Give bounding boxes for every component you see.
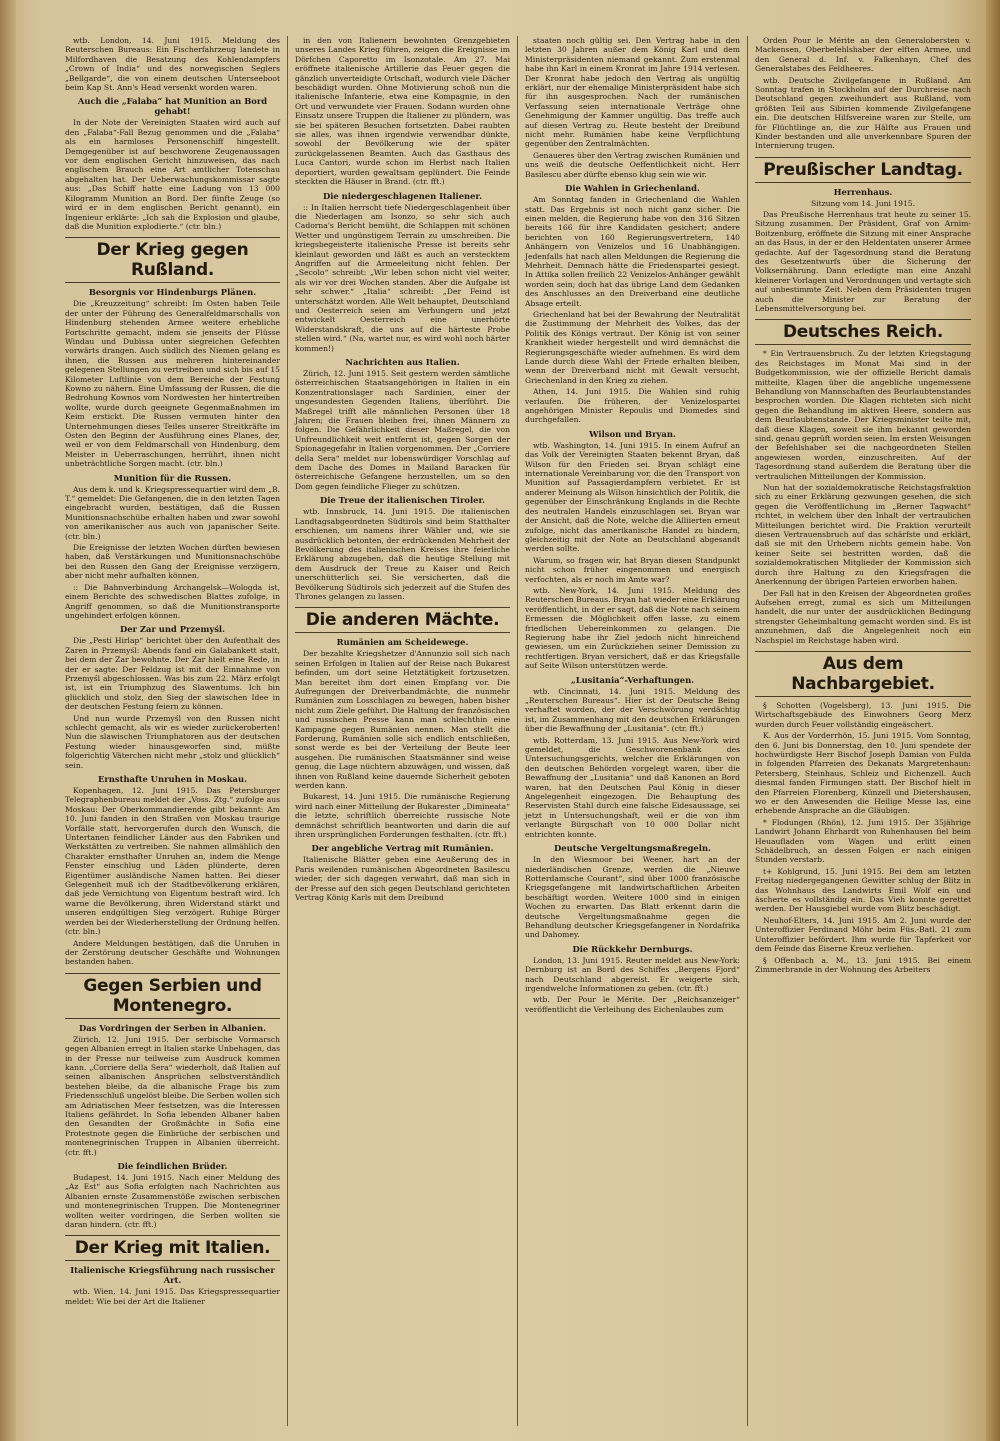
article-headline: Die Treue der italienischen Tiroler. [319,495,486,506]
article-paragraph: Zürich, 12. Juni 1915. Seit gestern werden sämtliche österreichischen Staatsangehörigen in Italien in ein Konzentrationslager nach Sardinien, einer der ungesundesten Gegenden Italiens, überführt. Die Maßregel trifft alle männlichen Personen über 18 Jahren; die Frauen bleiben frei, ihnen Männern zu folgen. Die Gefährlichkeit dieser Maßregel, die von Unfreundlichkeit weit entfernt ist, gegen Sorgen der Spionagegefahr in Italien vorgenommen. Der „Corriere della Sera“ meldet nur lobenswürdiger Vorschlag auf dem Dache des Domes in Mailand Baracken für österreichische Gefangene herzustellen, um so den Dom gegen feindliche Flieger zu schützen. [295,369,510,491]
column-2 [288,36,518,1426]
article-paragraph: Italienische Blätter geben eine Aeußerung des in Paris weilenden rumänischen Abgeordneten Basilescu wieder, der sich dagegen verwahrt, daß man sich in der Presse auf den sich gegen Deutschland gerichteten Vertrag König Karls mit dem Dreibund [295,855,510,903]
column-1 [58,36,288,1426]
article-paragraph: wtb. Cincinnati, 14. Juni 1915. Meldung des „Reuterschen Bureaus“. Hier ist der Deutsche Being verhaftet worden, der der Verschwörung verdächtig ist, im Zusammenhang mit den deutschen Erklärungen über die Bewaffnung der „Lusitania“. (ctr. fft.) [525,686,740,734]
article-headline: Der angebliche Vertrag mit Rumänien. [311,843,494,854]
article-headline: Die Wahlen in Griechenland. [565,183,700,194]
article-paragraph: wtb. Deutsche Zivilgefangene in Rußland. Am Sonntag trafen in Stockholm auf der Durchreise nach Deutschland gegen zweihundert aus Rußland, vom größten Teil aus Sibirien kommende Zivilgefangene ein. Die deutschen Hilfsvereine waren zur Stelle, um für Flüchtlinge an, die zur Hälfte aus Frauen und Kinder bestanden und alle unverkennbare Spuren der Internierung trugen. [755,75,971,151]
article-paragraph: Kopenhagen, 12. Juni 1915. Das Petersburger Telegraphenbureau meldet der „Voss. Ztg.“ zufolge aus Moskau: Der Oberkommandierende gibt bekannt: Am 10. Juni fanden in den Straßen von Moskau traurige Vorfälle statt, hervorgerufen durch den Wunsch, die Untertanen feindlicher Länder aus den Fabriken und Werkstätten zu vertreiben. Sie nahmen allmählich den Charakter ernsthafter Unruhen an, indem die Menge Fenster einschlug und Läden plünderte, deren Eigentümer ausländische Namen hatten. Bei dieser Gelegenheit muß ich der Stadtbevölkerung erklären, daß jede Vernichtung von Eigentum bestraft wird. Ich warne die Bevölkerung, ihren Widerstand stärkt und unseren endgültigen Sieg verzögert. Ruhige Bürger werden bei der Wiederherstellung der Ordnung helfen. (ctr. bln.) [65,786,280,937]
article-paragraph: Andere Meldungen bestätigen, daß die Unruhen in der Zerstörung deutscher Geschäfte und Wohnungen bestanden haben. [65,938,280,967]
article-paragraph: wtb. Innsbruck, 14. Juni 1915. Die italienischen Landtagsabgeordneten Südtirols sind beim Statthalter erschienen, um namens ihrer Wähler und, wie sie ausdrücklich betonten, der erdrückenden Mehrheit der Bevölkerung des italienischen Kreises ihre feierliche Erklärung abzugeben, daß die heutige Stellung mit dem Ausdruck der Treue zu Kaiser und Reich unerschütterlich sei. Sie versicherten, daß die Bevölkerung Südtirols sich jederzeit auf die Stufen des Thrones gelangen zu lassen. [295,507,510,601]
article-paragraph: Griechenland hat bei der Bewahrung der Neutralität die Zustimmung der Mehrheit des Volkes, das der Politik des Königs vertraut. Der König ist von seiner Krankheit wieder hergestellt und wird demnächst die Regierungsgeschäfte wieder aufnehmen. Es wird dem Lande durch diese Wahl der Friede erhalten bleiben, wenn der Dreiverband nicht mit Gewalt versucht, Griechenland in den Krieg zu ziehen. [525,309,740,385]
article-headline: Deutsche Vergeltungsmaßregeln. [554,843,711,854]
article-paragraph: Das Preußische Herrenhaus trat heute zu seiner 15. Sitzung zusammen. Der Präsident, Graf von Arnim-Boitzenburg, eröffnete die Sitzung mit einer Ansprache an das Haus, in der er den Heldentaten unserer Armee gedachte. Auf der Tagesordnung stand die Beratung des Gesetzentwurfs über die Sicherung der Volksernährung. Dann erledigte man eine Anzahl kleinerer Vorlagen und Verordnungen und vertagte sich auf unbestimmte Zeit. Neben dem Präsidenten trugen auch die Minister zur Beratung der Lebensmittelversorgung bei. [755,209,971,313]
article-paragraph: wtb. Wien, 14. Juni 1915. Das Kriegspressequartier meldet: Wie bei der Art die Italiener [65,1287,280,1306]
article-paragraph: Und nun wurde Przemyśl von den Russen nicht schlecht gemacht, als wir es wieder zurückeroberten! Nun die slawischen Triumphatoren aus der deutschen Festung wieder hinausgeworfen sind, müßte folgerichtig Väterchen nicht mehr „stolz und glücklich“ sein. [65,713,280,770]
article-paragraph: § Schotten (Vogelsberg), 13. Juni 1915. Die Wirtschaftsgebäude des Einwohners Georg Merz wurden durch Feuer vollständig eingeäschert. [755,700,971,729]
section-heading: Gegen Serbien und Montenegro. [65,973,280,1019]
article-paragraph: * Flodungen (Rhön), 12. Juni 1915. Der 35jährige Landwirt Johann Ehrhardt von Ruhenhausen fiel beim Heuaufladen vom Wagen und erlitt einen Schädelbruch, an dessen Folgen er nach einigen Stunden verstarb. [755,817,971,865]
article-headline: Italienische Kriegsführung nach russischer Art. [70,1265,275,1286]
article-paragraph: Der bezahlte Kriegshetzer d'Annunzio soll sich nach seinen Erfolgen in Italien auf der Reise nach Bukarest befinden, um dort seine Hetztätigkeit fortzusetzen. Man bereitet ihm dort einen Empfang vor. Die Aufregungen der Dreiverbandmächte, die nunmehr Rumänien zum Losschlagen zu bewegen, haben bisher nicht zum Ziele geführt. Die Haltung der französischen und russischen Presse kann man schlechthin eine Kampagne gegen Rumänien nennen. Man stellt die Forderung, Rumänien solle sich endlich entschließen, sonst werde es bei der Verteilung der Beute leer ausgehen. Die rumänischen Staatsmänner sind weise genug, die Lage nüchtern abzuwägen, und wissen, daß ihnen von Rußland keine dauernde Sicherheit geboten werden kann. [295,649,510,791]
article-headline: Nachrichten aus Italien. [345,357,460,367]
page-edge-shadow [986,0,1000,1441]
section-heading: Aus dem Nachbargebiet. [755,651,971,697]
article-paragraph: Die „Pesti Hirlap“ berichtet über den Aufenthalt des Zaren in Przemyśl: Abends fand ein Galabankett statt, bei dem der Zar bewohnte. Der Zar hielt eine Rede, in der er sagte: Der Feldzug ist mit der Einnahme von Przemyśl abgeschlossen. Was bis zum 22. März erfolgt ist, ist ein Triumphzug des Slawentums. Ich bin glücklich und stolz, den Sieg der slawischen Idee in der deutschen Festung feiern zu können. [65,636,280,712]
article-paragraph: in den von Italienern bewohnten Grenzgebieten unseres Landes Krieg führen, zeigen die Ereignisse im Dörfchen Caporetto im Isonzotale. Am 27. Mai eröffnete italienische Artillerie das Feuer gegen die gänzlich unverteidigte Ortschaft, wodurch viele Dächer beschädigt wurden. Ohne Motivierung schoß nun die italienische Infanterie, etwa eine Kompagnie, in den Ort und verwundete vier Frauen. Sodann wurden ohne Einsatz unsere Truppen die Italiener zu plündern, was sie bei späteren Besuchen fortsetzten. Dabei raubten sie alles, was ihnen irgendwie verwendbar dünkte, sowohl der Bevölkerung wie der später zurückgelassenen Beamten. Auch das Gasthaus des Luca Cantori, wurde schon im Herbst nach Italien deportiert, wurden gewaltsam geplündert. Die Feinde steckten die Häuser in Brand. (ctr. fft.) [295,36,510,187]
article-paragraph: Zürich, 12. Juni 1915. Der serbische Vormarsch gegen Albanien erregt in Italien starke Unbehagen, das in der Presse nur teilweise zum Ausdruck kommen kann. „Corriere della Sera“ wiederholt, daß Italien auf seinen albanischen Ansprüchen selbstverständlich bestehen bleibe, da die albanische Frage bis zum Friedensschluß ungelöst bleibe. Die Serben wollen sich am Adriatischen Meer festsetzen, was die Interessen Italiens gefährdet. In Sofia lebenden Albaner haben den Gesandten der Großmächte in Sofia eine Protestnote gegen die Einbrüche der serbischen und montenegrinischen Truppen in Albanien überreicht. (ctr. fft.) [65,1034,281,1157]
article-paragraph: Am Sonntag fanden in Griechenland die Wahlen statt. Das Ergebnis ist noch nicht ganz sicher. Die einen melden, die Regierung habe von den 316 Sitzen bereits 166 für ihre Kandidaten gesichert; andere berichten von 160 Regierungsvertretern, 140 Anhängern von Venizelos und 16 Unabhängigen. Jedenfalls hat nach allen Meldungen die Regierung die Mehrheit. Demnach hätte die Friedenspartei gesiegt. In Attika sollen freilich 22 Venizelos-Anhänger gewählt worden sein; doch hat das übrige Land dem Gedanken des Anschlusses an den Dreiverband eine deutliche Absage erteilt. [525,195,740,308]
article-headline: Rumänien am Scheidewege. [336,637,469,648]
article-paragraph: Die „Kreuzzeitung“ schreibt: Im Osten haben Teile der unter der Führung des Generalfeldmarschalls von Hindenburg stehenden Armee weitere erhebliche Fortschritte gemacht, indem sie jenseits der Flüsse Windau und Dubissa unter siegreichen Gefechten vorwärts drangen. Auch südlich des Niemen gelang es ihnen, die Russen aus mehreren hintereinander gelegenen Stellungen zu vertreiben und sich bis auf 15 Kilometer Luftlinie von dem Bereiche der Festung Kowno zu nähern. Eine Umfassung der Russen, die die Bedrohung Kownos vom Nordwesten her hintertreiben wollte, wurde durch geeignete Gegenmaßnahmen im Keim erstickt. Die Russen vermuten hinter den Unternehmungen dieses Teiles unserer Streitkräfte im Osten den Beginn der Ausführung eines Planes, der, weil er von dem Feldmarschall von Hindenburg, dem Meister in Ueberraschungen, herrührt, ihnen nicht unbeträchtliche Sorgen macht. (ctr. bln.) [65,299,280,469]
sitting-date: Sitzung vom 14. Juni 1915. [810,198,916,208]
article-paragraph: § Offenbach a. M., 13. Juni 1915. Bei einem Zimmerbrande in der Wohnung des Arbeiters [755,955,971,974]
section-heading: Der Krieg mit Italien. [65,1235,280,1261]
article-paragraph: Orden Pour le Mérite an den Generalobersten v. Mackensen, Oberbefehlshaber der elften Armee, und den General d. Inf. v. Falkenhayn, Chef des Generalstabes des Feldheeres. [755,36,971,74]
section-heading: Deutsches Reich. [755,319,971,345]
article-paragraph: wtb. London, 14. Juni 1915. Meldung des Reuterschen Bureaus: Ein Fischerfahrzeug landete in Milfordhaven die Besatzung des Kohlendampfers „Crown of India“ und des norwegischen Seglers „Bellgarde“, die von einem deutschen Unterseeboot beim Kap St. Ann's Head versenkt worden waren. [65,36,280,93]
article-paragraph: K. Aus der Vorderrhön, 15. Juni 1915. Vom Sonntag, den 6. Juni bis Donnerstag, den 10. Juni spendete der hochwürdigste Herr Bischof Joseph Damian von Fulda in folgenden Pfarreien des Dekanats Margretenhaun: Petersberg, Steinhaus, Schleiz und Eichenzell. Auch diesmal fanden Firmungen statt. Der Bischof hielt in den Pfarreien Florenberg, Künzell und Dietershausen, wo er den Anwesenden die Heilige Messe las, eine erhebende Ansprache an die Gläubigen. [755,731,971,816]
article-paragraph: :: In Italien herrscht tiefe Niedergeschlagenheit über die Niederlagen am Isonzo, so sehr sich auch Cadorna's Bericht bemüht, die Schlappen mit schönen Wetter und ungünstigem Terrain zu umschreiben. Die kriegsbegeisterte italienische Presse ist bereits sehr kleinlaut geworden und läßt es auch an verstecktem Angriffen auf die Armeeleitung nicht fehlen. Der „Secolo“ schreibt: „Wir leben schon nicht viel weiter, als wir vor drei Wochen standen. Aber die Aufgabe ist sehr schwer.“ „Italia“ schreibt: „Der Feind ist unterschätzt worden. Alle Welt behauptet, Deutschland und Oesterreich seien am Verhungern und jetzt entwickelt Oesterreich eine unerhörte Widerstandskraft, die uns auf die härteste Probe stellen wird.“ (Na, wartet nur, es wird wohl noch härter kommen!) [295,202,510,353]
section-heading: Preußischer Landtag. [755,157,971,183]
column-4 [748,36,978,1426]
article-paragraph: Warum, so fragen wir, hat Bryan diesen Standpunkt nicht schon früher eingenommen und energisch verfochten, als er noch im Amte war? [525,555,740,584]
article-headline: Das Vordringen der Serben in Albanien. [78,1022,267,1033]
article-paragraph: wtb. New-York, 14. Juni 1915. Meldung des Reuterschen Bureaus. Bryan hat wieder eine Erklärung veröffentlicht, in der er sagt, daß die Note nach seinem Ermessen die Möglichkeit offen lasse, zu einem friedlichen Uebereinkommen zu gelangen. Die Regierung habe ihr Ziel jedoch nicht hinreichend gewiesen, um ein Zurückziehen seiner Demission zu rechtfertigen. Bryan versichert, daß er das Kriegsfalle auf Seite Wilson unterstützen werde. [525,585,740,671]
article-paragraph: London, 13. Juni 1915. Reuter meldet aus New-York: Dernburg ist an Bord des Schiffes „Bergens Fjord“ nach Deutschland abgereist. Er weigerte sich, irgendwelche Informationen zu geben. (ctr. fft.) [525,955,740,993]
article-headline: Die Rückkehr Dernburgs. [572,943,693,954]
article-headline: Wilson und Bryan. [589,428,676,439]
article-headline: Die feindlichen Brüder. [117,1161,228,1171]
page-binding-shadow [0,0,16,1441]
article-paragraph: In der Note der Vereinigten Staaten wird auch auf den „Falaba“-Fall Bezug genommen und die „Falaba“ als ein harmloses Personenschiff hingestellt. Demgegenüber ist auf beschworene Zeugenaussagen vor dem englischen Gericht hinzuweisen, das nach englischem Brauch eine Art amtlicher Totenschau abgehalten hat. Der Ueberwachungskommissar sagte aus: „Das Schiff hatte eine Ladung von 13 000 Kilogramm Munition an Bord. Der fünfte Zeuge (so wird er in dem englischen Bericht genannt), ein Ingenieur erklärte: „Ich sah die Explosion und glaube, daß die Munition explodierte.“ (ctr. bln.) [65,118,280,231]
article-paragraph: wtb. Rotterdam, 13. Juni 1915. Aus New-York wird gemeldet, die Geschworenenbank des Untersuchungsgerichts, welcher die Erklärungen von den deutschen Behörden vorgelegt waren, über die Bewaffnung der „Lusitania“ und daß Kanonen an Bord waren, hat den Deutschen Paul König in dieser Angelegenheit eingezogen. Die Behauptung des Reservisten Stahl durch eine falsche Eidesaussage, sei jetzt in Untersuchungshaft, weil er die von ihm verlangte Bürgschaft von 10 000 Dollar nicht entrichten konnte. [525,735,740,839]
article-paragraph: Genaueres über den Vertrag zwischen Rumänien und uns weiß die deutsche Oeffentlichkeit nicht. Herr Basilescu aber dürfte ebenso klug sein wie wir. [525,150,740,179]
article-paragraph: Budapest, 14. Juni 1915. Nach einer Meldung des „Az Est“ aus Sofia erfolgten nach Nachrichten aus Albanien ernste Zusammenstöße zwischen serbischen und montenegrinischen Truppen. Die Montenegriner wollten weiter vordringen, die Serben wollten sie daran hindern. (ctr. fft.) [65,1173,280,1230]
column-3 [518,36,748,1426]
article-paragraph: Der Fall hat in den Kreisen der Abgeordneten großes Aufsehen erregt, zumal es sich um Mitteilungen handelt, die nur unter der ausdrücklichen Bedingung strengster Geheimhaltung gemacht worden sind. Es ist anzunehmen, daß die Angelegenheit noch ein Nachspiel im Reichstage haben wird. [755,588,971,645]
article-headline: „Lusitania“-Verhaftungen. [570,674,695,685]
article-headline: Besorgnis vor Hindenburgs Plänen. [88,287,257,298]
article-paragraph: wtb. Der Pour le Mérite. Der „Reichsanzeiger“ veröffentlicht die Verleihung des Eichenlaubes zum [525,995,740,1014]
section-heading: Der Krieg gegen Rußland. [65,237,280,283]
article-headline: Auch die „Falaba“ hat Munition an Bord gehabt! [77,96,268,117]
article-paragraph: Aus dem k. und k. Kriegspressequartier wird dem „B. T.“ gemeldet: Die Gefangenen, die in den letzten Tagen eingebracht wurden, bestätigen, daß die Russen Munitionsnachschübe erhalten haben und zwar sowohl von amerikanischer aus auch von japanischer Seite. (ctr. bln.) [65,484,280,541]
article-paragraph: wtb. Washington, 14. Juni 1915. In einem Aufruf an das Volk der Vereinigten Staaten bekennt Bryan, daß Wilson für den Frieden sei. Bryan schlägt eine internationale Vereinbarung vor, die den Transport von Munition auf Passagierdampfern verbietet. Er ist anderer Meinung als Wilson hinsichtlich der Politik, die gegenüber der Einschränkung Englands in die Rechte des neutralen Handels einzuschlagen sei. Bryan war der Ansicht, daß die Note, welche die Alliierten erneut zufolge, nicht das amerikanische Handel zu hindern, gleichzeitig mit der Note an Deutschland abgesandt werden sollte. [525,440,740,554]
section-heading: Die anderen Mächte. [295,607,510,633]
article-headline: Die niedergeschlagenen Italiener. [322,190,483,201]
article-paragraph: * Ein Vertrauensbruch. Zu der letzten Kriegstagung des Reichstages im Monat Mai sind in der Budgetkommission, wie der offizielle Bericht damals mitteilte, Klagen über die angebliche ungemessene Behandlung von Mannschaften des Beurlaubtenstandes besprochen worden. Die Klagen richteten sich nicht gegen die Behandlung im aktiven Heere, sondern aus dem Beurlaubtenstande. Der Kriegsminister teilte mit, daß diese Klagen, soweit sie ihm bekannt geworden sind, genau geprüft worden seien. Im ersten Weisungen der Befehlshaber sei die nachgeordneten Stellen angewiesen worden, einzuschreiten. Auf der Tagesordnung stand außerdem die Beratung über die vertraulichen Mitteilungen der Kommission. [755,349,971,481]
article-paragraph: Neuhof-Elters, 14. Juni 1915. Am 2. Juni wurde der Unteroffizier Ferdinand Möhr beim Füs.-Batl. 21 zum Unteroffizier befördert. Ihm wurde für Tapferkeit vor dem Feinde das Eiserne Kreuz verliehen. [755,915,971,954]
article-headline: Der Zar und Przemyśl. [119,624,226,635]
article-headline: Herrenhaus. [833,186,893,197]
article-paragraph: Nun hat der sozialdemokratische Reichstagsfraktion sich zu einer Erklärung gezwungen gesehen, die sich gegen die Veröffentlichung im „Berner Tagwacht“ richtet, in welchem über den Inhalt der vertraulichen Mitteilungen berichtet wird. Die Fraktion verurteilt diesen Vertrauensbruch auf das schärfste und erklärt, daß sie mit den Urhebern nichts gemein habe. Von keiner Seite sei bestritten worden, daß die sozialdemokratischen Mitglieder der Kommission sich durch ihre Haltung zu den Kriegsfragen die Anerkennung der übrigen Parteien erworben haben. [755,483,971,587]
article-headline: Ernsthafte Unruhen in Moskau. [97,774,247,784]
article-paragraph: In den Wiesmoor bei Weener, hart an der niederländischen Grenze, werden die „Nieuwe Rotterdamsche Courant“, sind über 1000 französische Kriegsgefangene mit landwirtschaftlichen Arbeiten beschäftigt worden. Weitere 1000 sind in einigen Wochen zu erwarten. Das Blatt erkennt darin die deutsche Vergeltungsmaßnahme gegen die Behandlung deutscher Kriegsgefangener in Nordafrika und Dahomey. [525,855,740,940]
article-paragraph: staaten noch gültig sei. Den Vertrag habe in den letzten 30 Jahren außer dem König Karl und dem Ministerpräsidenten niemand gekannt. Zum erstenmal habe ihn Karl in einem Kronrat im Jahre 1914 verlesen. Der Kronrat habe jedoch den Vertrag als ungültig erklärt, nur der ehemalige Ministerpräsident habe sich für ihn ausgesprochen. Nach der rumänischen Verfassung seien internationale Verträge ohne Genehmigung der Kammer ungültig. Das treffe auch auf diesen Vertrag zu. Heute besteht der Dreibund nicht mehr. Rumänien habe keine Verpflichtung gegenüber den Zentralmächten. [525,36,740,149]
article-paragraph: Athen, 14. Juni 1915. Die Wahlen sind ruhig verlaufen. Die früheren, der Venizelospartei angehörigen Minister Repoulis und Diomedes sind durchgefallen. [525,387,740,425]
article-paragraph: Die Ereignisse der letzten Wochen dürften bewiesen haben, daß Verstärkungen und Munitionsnachschübe bei den Russen den Gang der Ereignisse verzögern, aber nicht mehr aufhalten können. [65,543,280,581]
article-headline: Munition für die Russen. [113,472,232,483]
columns-container [58,36,978,1426]
article-paragraph: t+ Kohlgrund, 15. Juni 1915. Bei dem am letzten Freitag niedergegangenen Gewitter schlug der Blitz in das Wohnhaus des Landwirts Emil Wolf ein und äscherte es vollständig ein. Das Vieh konnte gerettet werden. Der Hausgiebel wurde vom Blitz beschädigt. [755,866,971,914]
article-paragraph: :: Die Bahnverbindung Archangelsk—Wologda ist, einem Berichte des schwedischen Blattes zufolge, in Angriff genommen, so daß die Munitionstransporte ungehindert erfolgen können. [65,582,280,620]
article-paragraph: Bukarest, 14. Juni 1915. Die rumänische Regierung wird nach einer Mitteilung der Bukarester „Dimineata“ die letzte, schriftlich überreichte russische Note demnächst schriftlich beantworten und darin die auf ihren ursprünglichen Forderungen festhalten. (ctr. fft.) [295,792,510,840]
